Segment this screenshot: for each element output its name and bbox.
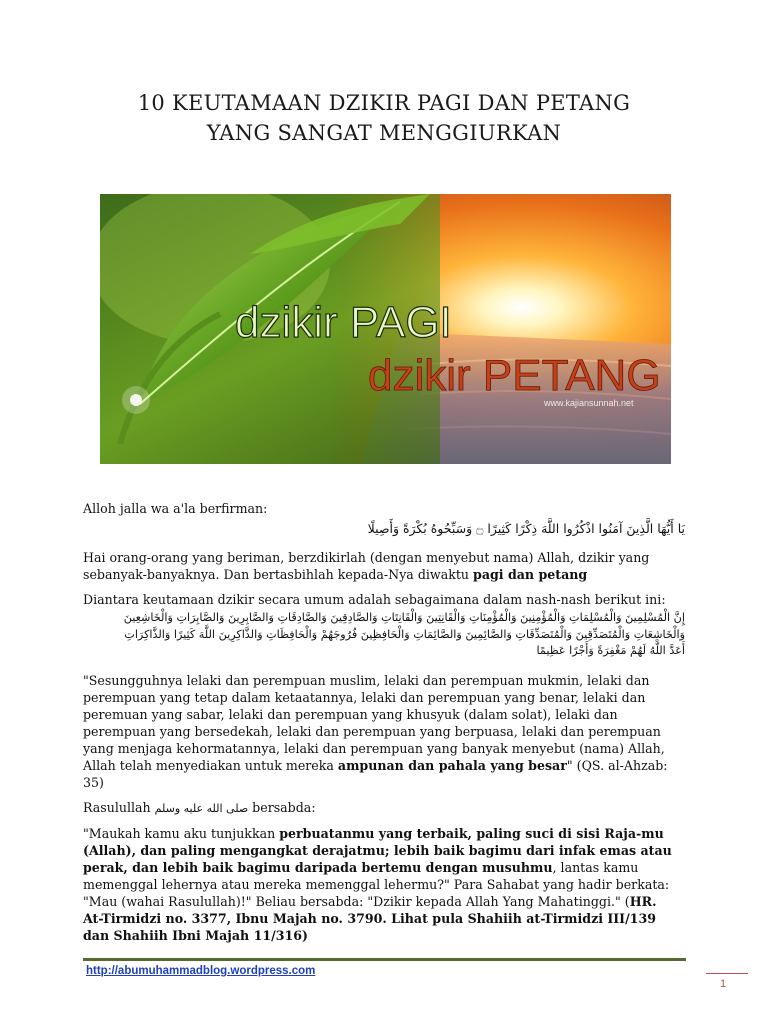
nash-intro-line: Diantara keutamaan dzikir secara umum adalah sebagaimana dalam nash-nash berikut ini:: [83, 592, 666, 607]
hadith-line: perak, dan lebih baik bagimu daripada bertemu dengan musuhmu, lantas kamu: [83, 860, 639, 875]
arabic-verse-2-line-2: وَالْخَاشِعَاتِ وَالْمُتَصَدِّقِينَ وَالْمُتَصَدِّقَاتِ وَالصَّائِمِينَ وَالصَّائِمَاتِ وَالْحَافِظِينَ فُرُوجَهُمْ وَالْحَافِظَاتِ وَالذَّاكِرِينَ اللَّهَ كَثِيرًا وَالذَّاكِرَاتِ: [124, 627, 685, 641]
footer-divider: [83, 958, 686, 961]
translation-1: [83, 549, 685, 583]
intro-line: Alloh jalla wa a'la berfirman:: [83, 501, 268, 516]
arabic-verse-2-line-3: أَعَدَّ اللَّهُ لَهُمْ مَغْفِرَةً وَأَجْرًا عَظِيمًا: [536, 644, 685, 657]
hadith-text: [83, 825, 685, 944]
translation-2-line: "Sesungguhnya lelaki dan perempuan muslim, lelaki dan perempuan mukmin, lelaki dan: [83, 673, 650, 688]
translation-2-line: perempuan yang bersedekah, lelaki dan perempuan yang berpuasa, lelaki dan perempuan: [83, 724, 661, 739]
hadith-line: "Mau (wahai Rasulullah)!" Beliau bersabda: "Dzikir kepada Allah Yang Mahatinggi." (HR.: [83, 894, 657, 909]
translation-2-line: peremuan yang sabar, lelaki dan perempuan yang khusyuk (dalam solat), lelaki dan: [83, 707, 618, 722]
hadith-line: At-Tirmidzi no. 3377, Ibnu Majah no. 3790. Lihat pula Shahiih at-Tirmidzi III/139: [83, 911, 656, 926]
translation-1-line-1: Hai orang-orang yang beriman, berzdikirlah (dengan menyebut nama) Allah, dzikir yang: [83, 550, 650, 565]
banner-text-pagi: dzikir PAGI: [235, 298, 452, 347]
translation-2-line: 35): [83, 775, 104, 790]
hadith-line: (Allah), dan paling mengangkat derajatmu; lebih baik bagimu dari infak emas atau: [83, 843, 672, 858]
page-number-divider: [706, 973, 748, 974]
arabic-verse-2: [83, 610, 685, 660]
page-number: 1: [720, 978, 727, 990]
rasul-intro-line: Rasulullah صلى الله عليه وسلم bersabda:: [83, 800, 316, 815]
translation-2: [83, 672, 685, 791]
banner-watermark: www.kajiansunnah.net: [544, 398, 634, 408]
hadith-line: dan Shahiih Ibni Majah 11/316): [83, 928, 308, 943]
footer-blog-link[interactable]: http://abumuhammadblog.wordpress.com: [86, 965, 316, 977]
title-line-2: YANG SANGAT MENGGIURKAN: [206, 121, 562, 145]
translation-2-line: yang menjaga kehormatannya, lelaki dan perempuan yang banyak menyebut (nama) Allah,: [83, 741, 665, 756]
translation-1-line-2: sebanyak-banyaknya. Dan bertasbihlah kepada-Nya diwaktu pagi dan petang: [83, 567, 588, 582]
banner-text-petang: dzikir PETANG: [368, 351, 661, 400]
intro-text: [83, 500, 685, 517]
rasul-intro: [83, 799, 685, 817]
dzikir-banner-image: [100, 194, 671, 464]
title-line-1: 10 KEUTAMAAN DZIKIR PAGI DAN PETANG: [137, 91, 631, 115]
arabic-verse-2-line-1: إِنَّ الْمُسْلِمِينَ وَالْمُسْلِمَاتِ وَالْمُؤْمِنِينَ وَالْمُؤْمِنَاتِ وَالْقَانِتِينَ وَالْقَانِتَاتِ وَالصَّادِقِينَ وَالصَّادِقَاتِ وَالصَّابِرِينَ وَالصَّابِرَاتِ وَالْخَاشِعِينَ: [123, 611, 685, 624]
hadith-line: "Maukah kamu aku tunjukkan perbuatanmu yang terbaik, paling suci di sisi Raja-mu: [83, 826, 664, 841]
arabic-verse-1: [83, 521, 685, 538]
document-title: [60, 88, 708, 148]
hadith-line: memenggal lehernya atau mereka memenggal lehermu?" Para Sahabat yang hadir berkata:: [83, 877, 670, 892]
translation-2-line: perempuan yang tetap dalam ketaatannya, lelaki dan perempuan yang benar, lelaki dan: [83, 690, 646, 705]
nash-intro: [83, 591, 685, 608]
translation-2-line: Allah telah menyediakan untuk mereka ampunan dan pahala yang besar" (QS. al-Ahzab:: [83, 758, 668, 773]
arabic-verse-1-line: يَا أَيُّهَا الَّذِينَ آمَنُوا اذْكُرُوا اللَّهَ ذِكْرًا كَثِيرًا ۝ وَسَبِّحُوهُ بُكْرَةً وَأَصِيلًا: [367, 521, 685, 536]
